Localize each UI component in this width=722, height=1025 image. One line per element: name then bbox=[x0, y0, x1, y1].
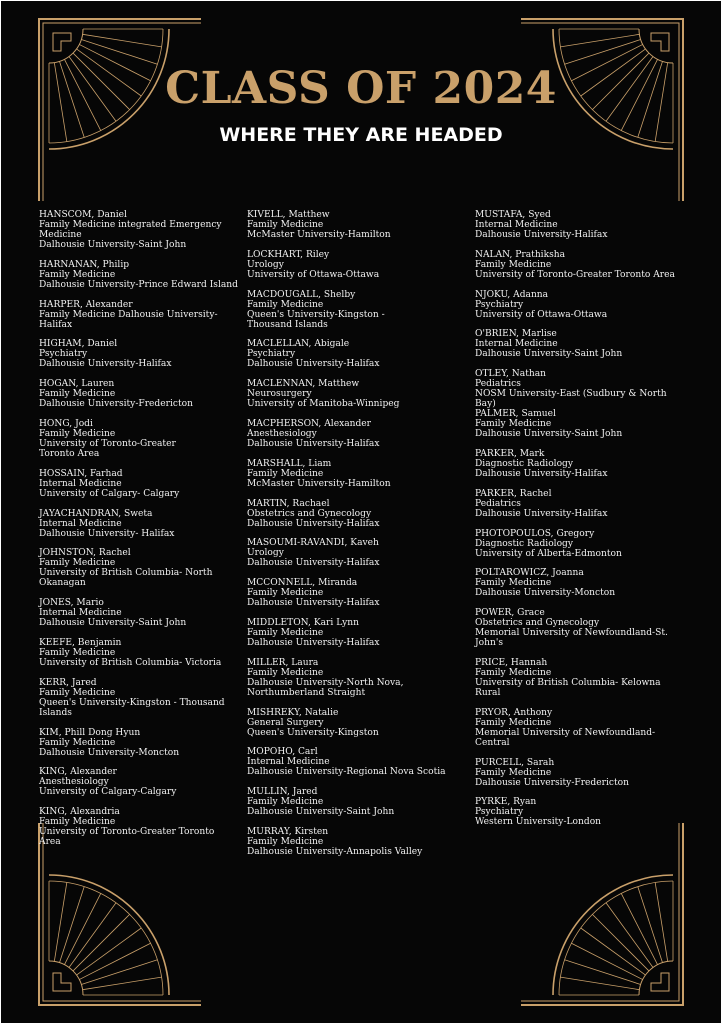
graduate-name: MUSTAFA, Syed bbox=[475, 210, 551, 220]
specialty: Family Medicine bbox=[475, 259, 552, 270]
graduate-name: KIM, Phill Dong Hyun bbox=[39, 727, 141, 738]
specialty: Anesthesiology bbox=[39, 777, 109, 788]
graduate-name: PHOTOPOULOS, Gregory bbox=[475, 528, 595, 539]
placement-location: Dalhousie University-Saint John bbox=[475, 349, 623, 360]
placement-location: University of Toronto-Greater Toronto bbox=[39, 827, 215, 838]
graduate-name: PURCELL, Sarah bbox=[475, 757, 555, 768]
graduate-name: HARNANAN, Philip bbox=[39, 259, 130, 270]
page-title: CLASS OF 2024 bbox=[165, 63, 557, 114]
graduate-name: MURRAY, Kirsten bbox=[247, 826, 329, 837]
specialty: Diagnostic Radiology bbox=[475, 458, 574, 469]
specialty: Diagnostic Radiology bbox=[475, 538, 574, 549]
placement-location: Dalhousie University-Halifax bbox=[247, 438, 380, 449]
placement-location: Area bbox=[39, 837, 61, 848]
poster bbox=[1, 1, 721, 1023]
column-2 bbox=[247, 210, 467, 867]
specialty: Anesthesiology bbox=[247, 428, 317, 439]
graduate-entry bbox=[247, 379, 467, 409]
specialty: Pediatrics bbox=[475, 498, 521, 509]
placement-location: Dalhousie University-Moncton bbox=[39, 747, 180, 758]
graduate-name: LOCKHART, Riley bbox=[247, 249, 330, 260]
placement-location: Dalhousie University-Halifax bbox=[39, 359, 172, 370]
placement-location: Dalhousie University-Halifax bbox=[475, 230, 608, 240]
placement-location: Dalhousie University- Halifax bbox=[39, 528, 175, 539]
specialty: Urology bbox=[247, 259, 284, 270]
graduate-entry bbox=[475, 708, 690, 748]
graduate-name: JAYACHANDRAN, Sweta bbox=[39, 508, 153, 519]
placement-location: Dalhousie University-Moncton bbox=[475, 588, 616, 599]
graduate-name: HANSCOM, Daniel bbox=[39, 210, 127, 220]
specialty: Psychiatry bbox=[475, 807, 524, 818]
graduate-entry bbox=[247, 419, 467, 449]
graduate-entry bbox=[247, 618, 467, 648]
placement-location: University of Toronto-Greater Toronto Area bbox=[475, 269, 675, 280]
placement-location: Dalhousie University-North Nova, bbox=[247, 677, 404, 688]
graduate-name: MIDDLETON, Kari Lynn bbox=[247, 617, 359, 628]
specialty: Family Medicine bbox=[247, 627, 324, 638]
graduate-entry bbox=[475, 329, 690, 359]
specialty: Family Medicine Dalhousie University- bbox=[39, 309, 218, 320]
graduate-name: KEEFE, Benjamin bbox=[39, 637, 122, 648]
placement-location: Dalhousie University-Saint John bbox=[39, 618, 187, 629]
graduate-name: JONES, Mario bbox=[39, 598, 104, 609]
placement-location: Dalhousie University-Halifax bbox=[247, 558, 380, 569]
graduate-entry bbox=[475, 797, 690, 827]
graduate-entry bbox=[475, 210, 690, 240]
specialty: Family Medicine bbox=[475, 767, 552, 778]
placement-location: Halifax bbox=[39, 319, 73, 330]
graduate-name: PYRKE, Ryan bbox=[475, 797, 537, 808]
placement-location: Central bbox=[475, 737, 510, 748]
graduate-name: PALMER, Samuel bbox=[475, 409, 556, 420]
graduate-name: MILLER, Laura bbox=[247, 657, 319, 668]
placement-location: Dalhousie University-Saint John bbox=[39, 240, 187, 250]
column-3 bbox=[475, 210, 690, 837]
graduate-entry bbox=[39, 260, 239, 290]
specialty: Psychiatry bbox=[247, 349, 296, 360]
placement-location: Rural bbox=[475, 687, 501, 698]
graduate-entry bbox=[247, 578, 467, 608]
graduate-entry bbox=[39, 379, 239, 409]
placement-location: Queen's University-Kingston bbox=[247, 727, 379, 738]
graduate-entry bbox=[39, 419, 239, 459]
graduate-name: MACLENNAN, Matthew bbox=[247, 379, 360, 390]
specialty: Internal Medicine bbox=[39, 608, 122, 619]
graduate-name: JOHNSTON, Rachel bbox=[39, 548, 131, 559]
graduate-name: PARKER, Mark bbox=[475, 448, 545, 459]
placement-location: University of Manitoba-Winnipeg bbox=[247, 399, 400, 410]
specialty: Psychiatry bbox=[475, 299, 524, 310]
page-subtitle: WHERE THEY ARE HEADED bbox=[219, 124, 503, 146]
placement-location: Okanagan bbox=[39, 578, 86, 589]
specialty: Internal Medicine bbox=[475, 339, 558, 350]
placement-location: Medicine bbox=[39, 230, 82, 240]
graduate-entry bbox=[475, 658, 690, 698]
graduate-entry bbox=[247, 658, 467, 698]
specialty: Family Medicine bbox=[247, 836, 324, 847]
graduate-name: HIGHAM, Daniel bbox=[39, 339, 118, 350]
graduate-entry bbox=[475, 489, 690, 519]
graduate-entry bbox=[39, 807, 239, 847]
placement-location: Dalhousie University-Saint John bbox=[247, 807, 395, 818]
placement-location: Dalhousie University-Fredericton bbox=[475, 777, 629, 788]
graduate-name: NALAN, Prathiksha bbox=[475, 249, 566, 260]
art-deco-corner-ornament-bottom-right bbox=[521, 823, 721, 1023]
specialty: Family Medicine bbox=[475, 717, 552, 728]
specialty: Pediatrics bbox=[475, 379, 521, 390]
placement-location: Western University-London bbox=[475, 817, 602, 828]
specialty: Psychiatry bbox=[39, 349, 88, 360]
specialty: Internal Medicine bbox=[39, 518, 122, 529]
specialty: Family Medicine bbox=[39, 269, 116, 280]
graduate-name: POWER, Grace bbox=[475, 608, 545, 619]
placement-location: McMaster University-Hamilton bbox=[247, 478, 391, 489]
graduate-name: KING, Alexandria bbox=[39, 807, 120, 818]
graduate-entry bbox=[247, 250, 467, 280]
placement-location: Thousand Islands bbox=[247, 319, 328, 330]
graduate-name: MARTIN, Rachael bbox=[247, 498, 330, 509]
placement-location: Memorial University of Newfoundland-St. bbox=[475, 628, 668, 639]
graduate-entry bbox=[475, 758, 690, 788]
placement-location: Dalhousie University-Halifax bbox=[247, 518, 380, 529]
graduate-name: O'BRIEN, Marlise bbox=[475, 329, 557, 340]
graduate-name: MASOUMI-RAVANDI, Kaveh bbox=[247, 538, 379, 549]
graduate-entry bbox=[247, 827, 467, 857]
graduate-name: KIVELL, Matthew bbox=[247, 210, 330, 220]
placement-location: Dalhousie University-Halifax bbox=[247, 598, 380, 609]
graduate-entry bbox=[39, 728, 239, 758]
graduate-entry bbox=[247, 339, 467, 369]
graduate-entry bbox=[39, 300, 239, 330]
graduate-name: OTLEY, Nathan bbox=[475, 369, 546, 380]
graduate-name: PARKER, Rachel bbox=[475, 488, 552, 499]
placement-location: University of British Columbia- Kelowna bbox=[475, 677, 661, 688]
graduate-entry bbox=[475, 290, 690, 320]
graduate-name: MACLELLAN, Abigale bbox=[247, 339, 350, 350]
specialty: Family Medicine bbox=[475, 419, 552, 430]
graduate-entry bbox=[247, 538, 467, 568]
placement-location: University of Ottawa-Ottawa bbox=[247, 269, 380, 280]
specialty: Family Medicine bbox=[247, 588, 324, 599]
placement-location: Northumberland Straight bbox=[247, 687, 366, 698]
graduate-entry bbox=[247, 787, 467, 817]
specialty: Family Medicine bbox=[247, 797, 324, 808]
specialty: Family Medicine bbox=[39, 687, 116, 698]
specialty: Family Medicine bbox=[39, 647, 116, 658]
graduate-entry bbox=[247, 747, 467, 777]
placement-location: Dalhousie University-Prince Edward Island bbox=[39, 279, 238, 290]
graduate-entry bbox=[475, 250, 690, 280]
graduate-entry bbox=[39, 638, 239, 668]
placement-location: Dalhousie University-Halifax bbox=[475, 468, 608, 479]
graduate-name: PRYOR, Anthony bbox=[475, 707, 553, 718]
graduate-name: HARPER, Alexander bbox=[39, 299, 133, 310]
specialty: Urology bbox=[247, 548, 284, 559]
placement-location: John's bbox=[475, 638, 504, 649]
graduate-entry bbox=[39, 469, 239, 499]
graduate-entry bbox=[39, 339, 239, 369]
graduate-entry bbox=[247, 499, 467, 529]
placement-location: Toronto Area bbox=[39, 448, 100, 459]
graduate-name: MACPHERSON, Alexander bbox=[247, 418, 372, 429]
placement-location: University of Calgary- Calgary bbox=[39, 488, 180, 499]
placement-location: McMaster University-Hamilton bbox=[247, 230, 391, 240]
graduate-entry bbox=[247, 290, 467, 330]
placement-location: Dalhousie University-Saint John bbox=[475, 429, 623, 440]
specialty: Family Medicine bbox=[39, 737, 116, 748]
graduate-name: PRICE, Hannah bbox=[475, 657, 548, 668]
graduate-entry bbox=[39, 678, 239, 718]
graduate-name: MACDOUGALL, Shelby bbox=[247, 289, 356, 300]
specialty: General Surgery bbox=[247, 717, 324, 728]
placement-location: Dalhousie University-Halifax bbox=[247, 637, 380, 648]
graduate-entry bbox=[475, 608, 690, 648]
graduate-entry bbox=[475, 529, 690, 559]
specialty: Family Medicine integrated Emergency bbox=[39, 220, 222, 230]
placement-location: Dalhousie University-Halifax bbox=[475, 508, 608, 519]
graduate-entry bbox=[247, 210, 467, 240]
column-1 bbox=[39, 210, 239, 857]
specialty: Family Medicine bbox=[247, 299, 324, 310]
specialty: Family Medicine bbox=[247, 468, 324, 479]
placement-location: Queen's University-Kingston - Thousand bbox=[39, 697, 225, 708]
specialty: Family Medicine bbox=[39, 389, 116, 400]
specialty: Family Medicine bbox=[475, 667, 552, 678]
placement-location: University of British Columbia- Victoria bbox=[39, 657, 222, 668]
placement-location: University of Ottawa-Ottawa bbox=[475, 309, 608, 320]
specialty: Obstetrics and Gynecology bbox=[475, 618, 600, 629]
graduate-entry bbox=[475, 409, 690, 439]
specialty: Internal Medicine bbox=[247, 757, 330, 768]
graduate-name: MISHREKY, Natalie bbox=[247, 707, 339, 718]
graduate-entry bbox=[247, 459, 467, 489]
graduate-entry bbox=[39, 598, 239, 628]
graduate-name: HONG, Jodi bbox=[39, 418, 93, 429]
graduate-entry bbox=[475, 449, 690, 479]
specialty: Internal Medicine bbox=[475, 220, 558, 230]
graduate-name: MCCONNELL, Miranda bbox=[247, 578, 358, 589]
placement-location: Dalhousie University-Regional Nova Scotia bbox=[247, 767, 446, 778]
graduate-name: NJOKU, Adanna bbox=[475, 289, 549, 300]
specialty: Neurosurgery bbox=[247, 389, 312, 400]
specialty: Family Medicine bbox=[475, 578, 552, 589]
specialty: Family Medicine bbox=[39, 428, 116, 439]
placement-location: Dalhousie University-Fredericton bbox=[39, 399, 193, 410]
placement-location: University of Calgary-Calgary bbox=[39, 787, 177, 798]
specialty: Family Medicine bbox=[39, 817, 116, 828]
placement-location: Dalhousie University-Annapolis Valley bbox=[247, 846, 423, 857]
placement-location: University of Alberta-Edmonton bbox=[475, 548, 622, 559]
graduate-entry bbox=[475, 369, 690, 409]
placement-location: University of Toronto-Greater bbox=[39, 438, 176, 449]
graduate-name: MARSHALL, Liam bbox=[247, 458, 332, 469]
graduate-entry bbox=[39, 210, 239, 250]
graduate-entry bbox=[39, 767, 239, 797]
graduate-name: KING, Alexander bbox=[39, 767, 117, 778]
specialty: Family Medicine bbox=[39, 558, 116, 569]
graduate-name: HOGAN, Lauren bbox=[39, 379, 115, 390]
placement-location: Queen's University-Kingston - bbox=[247, 309, 385, 320]
specialty: Internal Medicine bbox=[39, 478, 122, 489]
graduate-name: KERR, Jared bbox=[39, 677, 97, 688]
graduate-name: MULLIN, Jared bbox=[247, 787, 318, 798]
placement-location: Dalhousie University-Halifax bbox=[247, 359, 380, 370]
specialty: Obstetrics and Gynecology bbox=[247, 508, 372, 519]
graduate-entry bbox=[475, 568, 690, 598]
specialty: Family Medicine bbox=[247, 220, 324, 230]
graduate-name: MOPOHO, Carl bbox=[247, 747, 318, 758]
specialty: Family Medicine bbox=[247, 667, 324, 678]
graduate-entry bbox=[39, 548, 239, 588]
placement-location: University of British Columbia- North bbox=[39, 568, 213, 579]
graduate-entry bbox=[247, 708, 467, 738]
graduate-entry bbox=[39, 509, 239, 539]
graduate-name: POLTAROWICZ, Joanna bbox=[475, 568, 584, 579]
placement-location: Memorial University of Newfoundland- bbox=[475, 727, 656, 738]
graduate-name: HOSSAIN, Farhad bbox=[39, 468, 123, 479]
placement-location: Islands bbox=[39, 707, 72, 718]
placement-location: NOSM University-East (Sudbury & North Bay) bbox=[475, 389, 667, 410]
